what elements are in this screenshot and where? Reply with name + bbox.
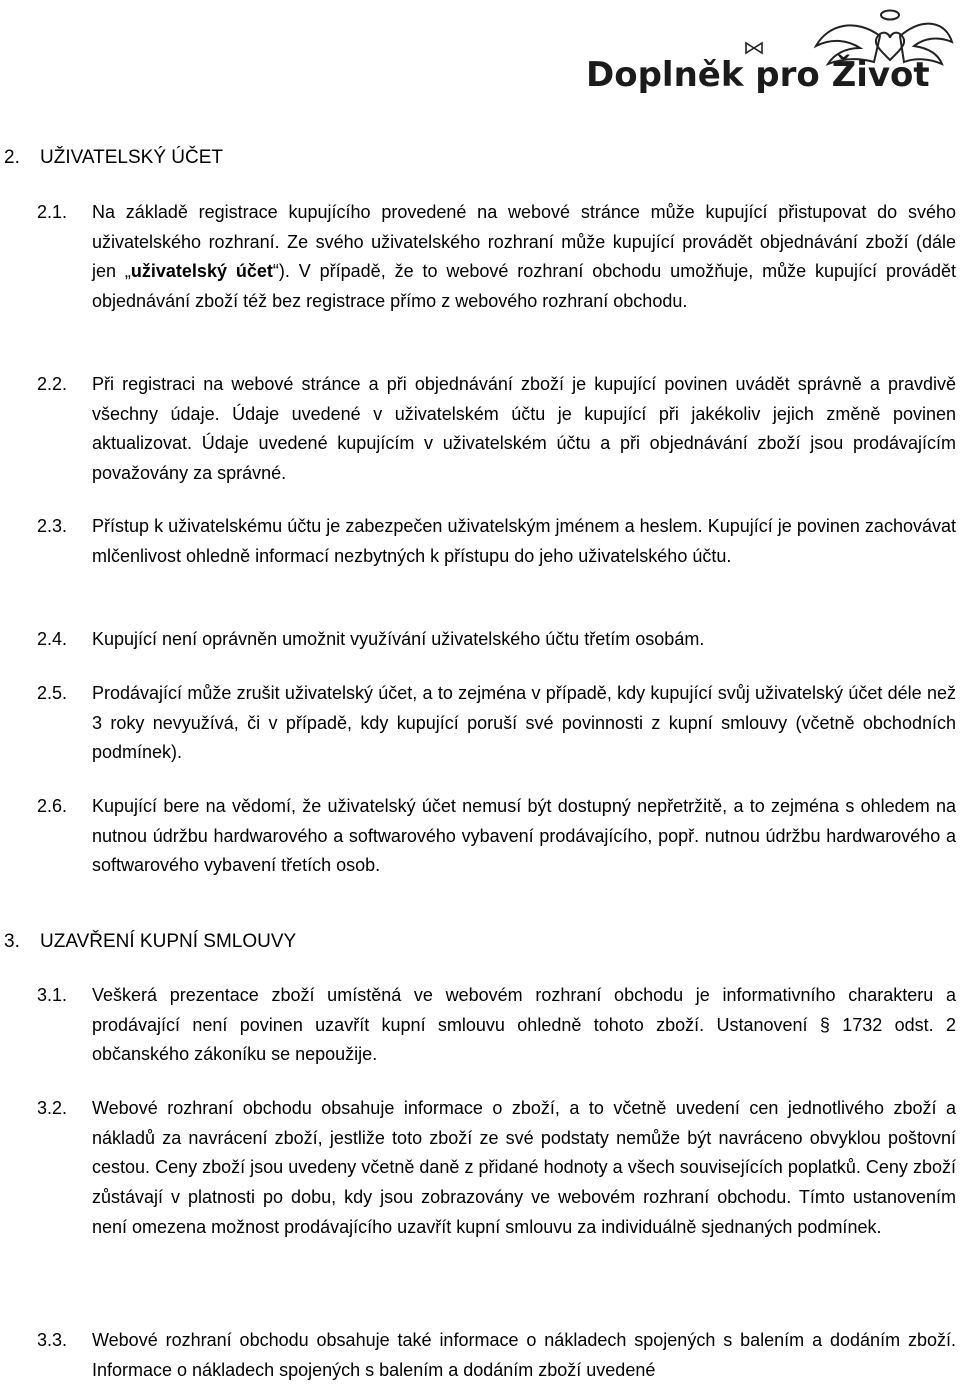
paragraph-3-1	[37, 981, 957, 1070]
paragraph-number: 3.2.	[37, 1098, 68, 1118]
paragraph-number: 3.1.	[37, 985, 68, 1005]
section-heading-3	[4, 930, 296, 954]
angel-wings-logo-icon	[584, 2, 954, 100]
section-number: 2.	[4, 147, 20, 168]
paragraph-number: 2.6.	[37, 796, 68, 816]
section-heading-2	[4, 146, 223, 170]
paragraph-text	[92, 198, 956, 317]
paragraph-text: Prodávající může zrušit uživatelský účet, a to zejména v případě, kdy kupující svůj uživatelský účet déle než 3 roky nevyužívá, či v případě, kdy kupující poruší své povinnosti z kupní smlouvy (včetně obchodních podmínek).	[92, 683, 956, 763]
section-number: 3.	[4, 931, 20, 952]
paragraph-text: Webové rozhraní obchodu obsahuje informace o zboží, a to včetně uvedení cen jednotlivého zboží a nákladů za navrácení zboží, jestliže toto zboží ze své podstaty nemůže být navráceno obvyklou poštovní cestou. Ceny zboží jsou uvedeny včetně daně z přidané hodnoty a všech souvisejících poplatků. Ceny zboží zůstávají v platnosti po dobu, kdy jsou zobrazovány ve webovém rozhraní obchodu. Tímto ustanovením není omezena možnost prodávajícího uzavřít kupní smlouvu za individuálně sjednaných podmínek.	[92, 1098, 956, 1237]
paragraph-text: Při registraci na webové stránce a při objednávání zboží je kupující povinen uvádět správně a pravdivě všechny údaje. Údaje uvedené v uživatelském účtu je kupující při jakékoliv jejich změně povinen aktualizovat. Údaje uvedené kupujícím v uživatelském účtu a při objednávání zboží jsou prodávajícím považovány za správné.	[92, 374, 956, 484]
paragraph-text-part: Na základě registrace kupujícího provedené na webové stránce může kupující přistupovat do svého uživatelského rozhraní. Ze svého uživatelského rozhraní může kupující provádět objednávání zboží (dále jen „	[92, 202, 956, 282]
brand-logo	[584, 2, 954, 100]
paragraph-text: Kupující není oprávněn umožnit využívání uživatelského účtu třetím osobám.	[92, 629, 705, 649]
paragraph-number: 3.3.	[37, 1330, 68, 1350]
paragraph-2-6	[37, 792, 957, 881]
logo-text: Doplněk pro Život	[586, 55, 930, 95]
section-title: UŽIVATELSKÝ ÚČET	[40, 147, 223, 168]
paragraph-number: 2.4.	[37, 629, 68, 649]
paragraph-3-3	[37, 1326, 957, 1385]
section-title: UZAVŘENÍ KUPNÍ SMLOUVY	[40, 931, 297, 952]
paragraph-2-2	[37, 370, 957, 489]
paragraph-text-part: “). V případě, že to webové rozhraní obchodu umožňuje, může kupující provádět objednávání zboží též bez registrace přímo z webového rozhraní obchodu.	[92, 261, 956, 312]
paragraph-2-1	[37, 198, 957, 317]
paragraph-text: Webové rozhraní obchodu obsahuje také informace o nákladech spojených s balením a dodáním zboží. Informace o nákladech spojených s balením a dodáním zboží uvedené	[92, 1330, 956, 1380]
paragraph-2-5	[37, 679, 957, 768]
paragraph-2-4	[37, 625, 957, 655]
defined-term: uživatelský účet	[130, 261, 273, 282]
paragraph-3-2	[37, 1094, 957, 1243]
paragraph-number: 2.2.	[37, 374, 68, 394]
paragraph-text: Kupující bere na vědomí, že uživatelský účet nemusí být dostupný nepřetržitě, a to zejména s ohledem na nutnou údržbu hardwarového a softwarového vybavení prodávajícího, popř. nutnou údržbu hardwarového a softwarového vybavení třetích osob.	[92, 796, 956, 876]
paragraph-number: 2.1.	[37, 202, 68, 222]
paragraph-number: 2.5.	[37, 683, 68, 703]
paragraph-text: Přístup k uživatelskému účtu je zabezpečen uživatelským jménem a heslem. Kupující je povinen zachovávat mlčenlivost ohledně informací nezbytných k přístupu do jeho uživatelského účtu.	[92, 516, 956, 566]
paragraph-2-3	[37, 512, 957, 571]
paragraph-number: 2.3.	[37, 516, 68, 536]
paragraph-text: Veškerá prezentace zboží umístěná ve webovém rozhraní obchodu je informativního charakteru a prodávající není povinen uzavřít kupní smlouvu ohledně tohoto zboží. Ustanovení § 1732 odst. 2 občanského zákoníku se nepoužije.	[92, 985, 956, 1065]
